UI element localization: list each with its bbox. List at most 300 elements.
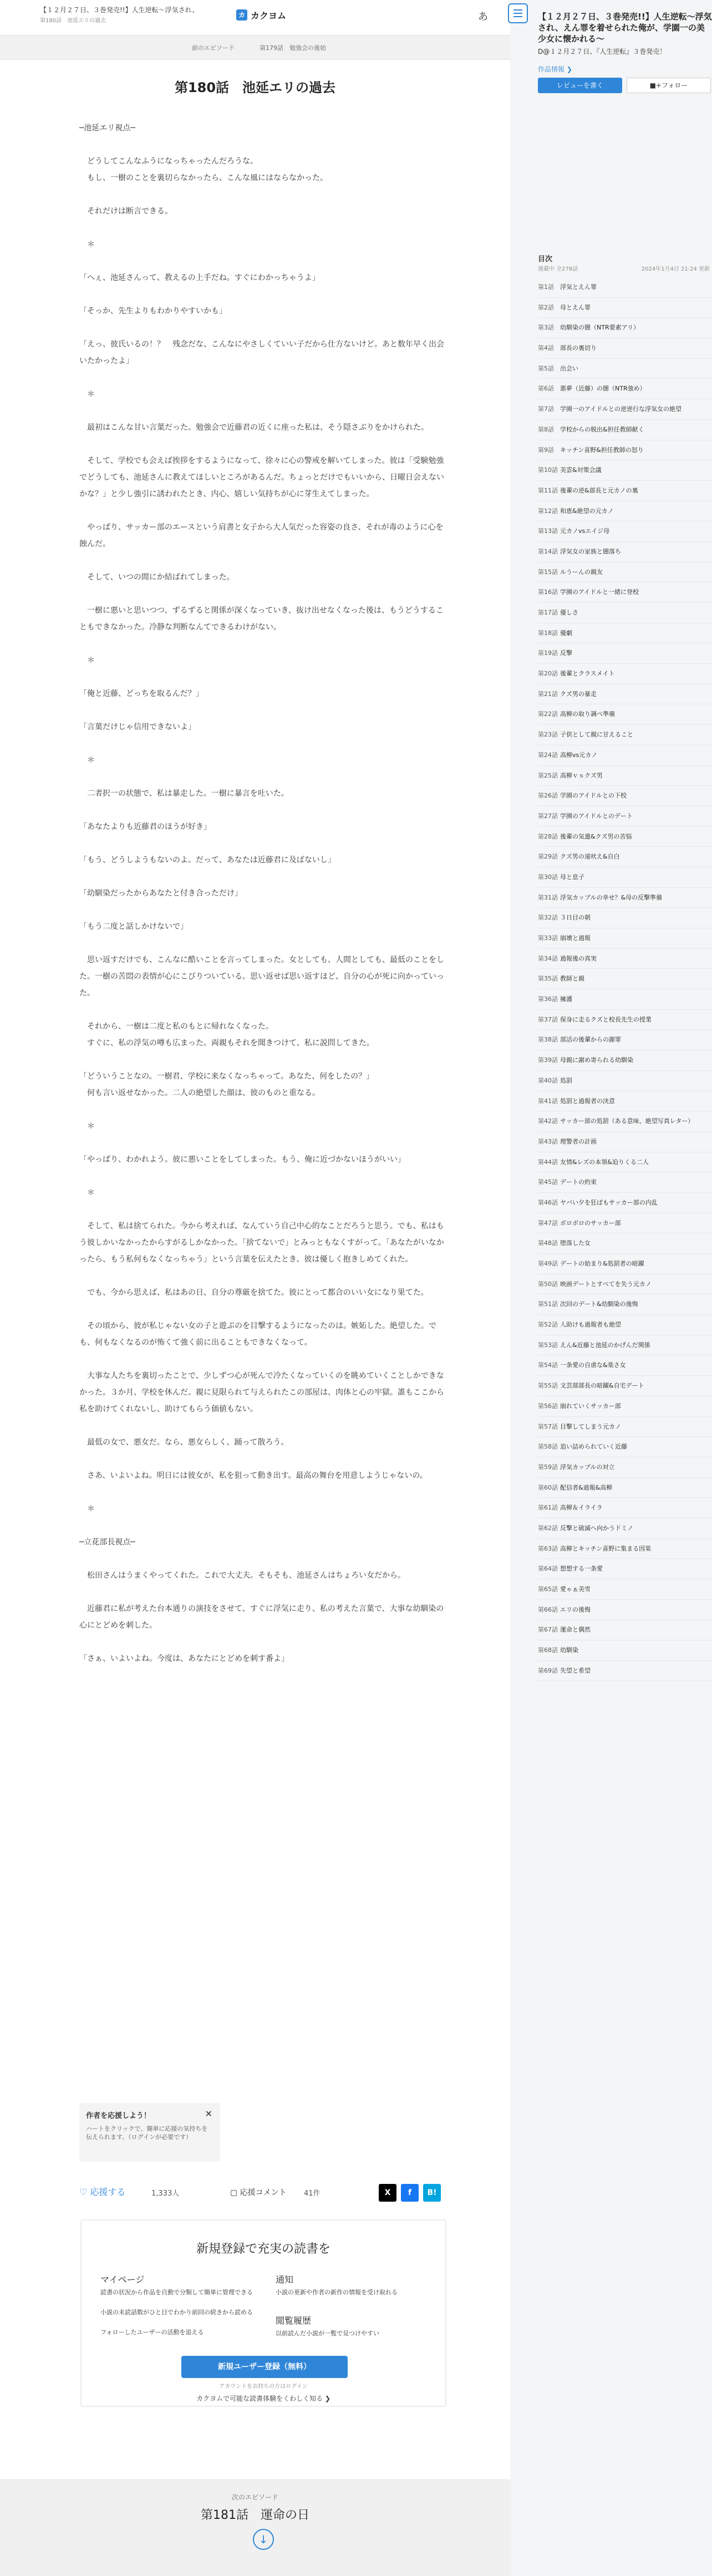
body-paragraph: [79, 1201, 447, 1218]
support-description: ハートをクリックで、簡単に応援の気持ちを伝えられます。（ログインが必要です）: [86, 2125, 208, 2141]
toc-item-title: 高柳ｖｓクズ男: [560, 771, 603, 779]
toc-item-number: 第32話: [538, 914, 558, 922]
toc-item-number: 第51話: [538, 1300, 558, 1308]
toc-item-title: 子供として親に甘えること: [560, 731, 633, 739]
share-x-icon[interactable]: X: [379, 2184, 396, 2202]
toc-item-number: 第62話: [538, 1524, 558, 1532]
toc-item-number: 第68話: [538, 1647, 558, 1654]
font-setting-button[interactable]: あ: [478, 11, 488, 23]
body-paragraph: 「どういうことなの。一樹君、学校に来なくなっちゃって。あなた、何をしたの？」: [79, 1072, 374, 1081]
body-paragraph: [79, 319, 447, 336]
kakuyomu-logo[interactable]: [236, 8, 286, 22]
toc-item-title: デートの約束: [560, 1178, 597, 1186]
mypage-item: 読書の状況から作品を自動で分類して簡単に管理できる: [100, 2289, 253, 2296]
toc-item[interactable]: [538, 1640, 712, 1661]
mypage-item: フォローしたユーザーの活動を追える: [100, 2329, 204, 2336]
toc-item-number: 第40話: [538, 1076, 558, 1084]
toc-item[interactable]: [538, 379, 712, 399]
toc-item[interactable]: [538, 582, 712, 603]
toc-item-title: 運命と偶然: [560, 1626, 591, 1634]
toc-item-title: 後輩とクラスメイト: [560, 670, 615, 678]
next-episode-label: 次のエピソード: [231, 2493, 278, 2501]
menu-icon-line: [513, 16, 522, 17]
toc-item-title: 配信者&過報&高柳: [560, 1483, 613, 1491]
toc-item-title: 後輩の逆&部長と元カノの裏: [560, 486, 638, 494]
toc-item-title: 部長の裏切り: [560, 344, 597, 352]
toc-item-number: 第30話: [538, 873, 558, 881]
toc-item-number: 第24話: [538, 751, 558, 759]
body-paragraph: [79, 1051, 447, 1068]
toc-count: 連載中 全278話: [538, 266, 578, 272]
signup-button[interactable]: 新規ユーザー登録（無料）: [181, 2356, 348, 2378]
body-paragraph: やっぱり、サッカー部のエースという肩書と女子から大人気だった容姿の良さ、それが毒のように心を蝕んだ。: [79, 523, 444, 548]
toc-item-number: 第60話: [538, 1483, 558, 1491]
toc-item[interactable]: [538, 664, 712, 684]
toc-item-title: 目撃してしまう元カノ: [560, 1422, 621, 1430]
toc-item-title: クズ男の遠吠え&自白: [560, 853, 620, 861]
toc-item[interactable]: [538, 1071, 712, 1091]
toc-item-title: えん&近藤と池延のかげんだ関係: [560, 1341, 650, 1349]
toc-item-title: 浮気女の家族と闇落ち: [560, 547, 621, 555]
body-paragraph: [79, 436, 447, 453]
body-paragraph: 大事な人たちを裏切ったことで、少しずつ心が死んで冷たくなっていくのを眺めていくことしかできなかった。３か月、学校を休んだ。親に見限られて与えられたこの部屋は、肉体と心の牢獄。誰もここから私を助けてくれないし、助けてもらう価値もない。: [79, 1371, 444, 1414]
toc-item[interactable]: [538, 827, 712, 847]
toc-item[interactable]: [538, 420, 712, 440]
body-paragraph: [79, 552, 447, 569]
toc-item-title: 母親に謝め寄られる幼馴染: [560, 1056, 633, 1064]
toc-item-number: 第35話: [538, 975, 558, 983]
toc-item[interactable]: [538, 1274, 712, 1295]
notification-item: 小説の更新や作者の新作の情報を受け取れる: [276, 2289, 398, 2296]
toc-item-title: 和恵&絶望の元カノ: [560, 507, 614, 515]
toc-item-number: 第23話: [538, 731, 558, 739]
toc-item-title: エリの後悔: [560, 1605, 591, 1613]
body-paragraph: ＊: [79, 390, 95, 399]
toc-item[interactable]: [538, 969, 712, 989]
toc-item-title: 堕落した女: [560, 1239, 591, 1247]
toc-item-title: サッカー部の処罰（ある意味、絶望写真レター）: [560, 1117, 694, 1125]
toc-item-title: キッチン喜野&担任教師の怒り: [560, 446, 644, 454]
toc-item-number: 第16話: [538, 588, 558, 596]
toc-item-number: 第15話: [538, 568, 558, 576]
body-paragraph: [79, 935, 447, 952]
toc-item[interactable]: [538, 1620, 712, 1640]
toc-item[interactable]: [538, 1030, 712, 1050]
menu-icon-line: [513, 13, 522, 14]
body-paragraph: 「さぁ、いよいよね。今度は、あなたにとどめを刺す番よ」: [79, 1654, 289, 1663]
toc-item-number: 第14話: [538, 547, 558, 555]
work-info-link[interactable]: 作品情報 ❯: [538, 65, 572, 73]
toc-item[interactable]: [538, 1152, 712, 1173]
body-paragraph: それから、一樹は二度と私のもとに帰れなくなった。: [79, 1022, 273, 1031]
toc-item[interactable]: [538, 786, 712, 806]
body-paragraph: [79, 835, 447, 852]
toc-item[interactable]: [538, 603, 712, 623]
body-paragraph: 「やっぱり、わかれよう。彼に悪いことをしてしまった。もう、俺に近づかないほうがいい」: [79, 1155, 405, 1164]
body-paragraph: ＊: [79, 1188, 95, 1197]
toc-item-number: 第50話: [538, 1280, 558, 1288]
body-paragraph: [79, 186, 447, 203]
prev-episode-title[interactable]: 第179話 勉強会の後始: [260, 44, 326, 52]
sidebar: [532, 0, 712, 2576]
body-paragraph: でも、今から思えば、私はあの日、自分の尊厳を捨てた。彼にとって都合のいい女になり果てた。: [79, 1288, 429, 1297]
toc-item-title: デートの始まり&処罰者の暗躍: [560, 1260, 644, 1267]
toc-item-number: 第17話: [538, 609, 558, 616]
heart-button[interactable]: ♡ 応援する: [79, 2187, 126, 2197]
toc-item-number: 第39話: [538, 1056, 558, 1064]
toc-item-number: 第20話: [538, 670, 558, 678]
comment-count[interactable]: 41件: [304, 2189, 321, 2198]
toc-item-title: 学園一のアイドルとの逆逆行な浮気女の絶望: [560, 405, 682, 413]
toc-item[interactable]: [538, 1172, 712, 1193]
toc-item-title: 教師と親: [560, 975, 584, 983]
toc-item-number: 第2話: [538, 303, 554, 311]
toc-item-title: 浮気とえん罪: [560, 283, 597, 291]
toc-item[interactable]: [538, 298, 712, 318]
toc-item[interactable]: [538, 1233, 712, 1254]
action-row: [79, 2182, 447, 2204]
toc-item-title: 後輩の気遣&クズ男の苦悩: [560, 832, 632, 840]
body-paragraph: 何も言い返せなかった。二人の絶望した顔は、彼のものと重なる。: [79, 1089, 320, 1098]
toc-item-number: 第25話: [538, 771, 558, 779]
support-author-box: [79, 2103, 220, 2162]
body-paragraph: 二者択一の状態で、私は暴走した。一樹に暴言を吐いた。: [79, 789, 289, 798]
toc-item-title: 想想する一条愛: [560, 1565, 603, 1573]
toc-item-title: 過報後の真実: [560, 954, 597, 962]
toc-item-number: 第22話: [538, 710, 558, 718]
toc-item[interactable]: [538, 1315, 712, 1335]
toc-item[interactable]: [538, 501, 712, 522]
work-title-link[interactable]: 【１２月２７日、３巻発売!!】人生逆転～浮気され、: [40, 6, 199, 14]
toc-item-title: 美雲&対策会議: [560, 466, 602, 474]
toc-item[interactable]: [538, 1050, 712, 1071]
toc-item-number: 第33話: [538, 934, 558, 942]
notification-heading: 通知: [276, 2274, 294, 2285]
toc-item[interactable]: [538, 766, 712, 786]
toc-item-title: 友情&レズの本領&迫りくる二人: [560, 1158, 649, 1166]
toc-item-title: 崩れていくサッカー部: [560, 1402, 621, 1410]
review-button[interactable]: レビューを書く: [538, 78, 622, 93]
toc-item-number: 第59話: [538, 1463, 558, 1471]
toc-item[interactable]: [538, 1559, 712, 1579]
toc-item-title: 学園のアイドルと一緒に登校: [560, 588, 639, 596]
toc-item[interactable]: [538, 562, 712, 583]
toc-item-number: 第55話: [538, 1382, 558, 1390]
toc-item[interactable]: [538, 643, 712, 664]
body-paragraph: ＊: [79, 756, 95, 765]
mypage-heading: マイページ: [100, 2274, 145, 2285]
toc-item-number: 第67話: [538, 1626, 558, 1634]
toc-item-number: 第44話: [538, 1158, 558, 1166]
toc-item[interactable]: [538, 684, 712, 705]
toc-item-title: 高柳＆イライラ: [560, 1504, 603, 1512]
toc-item-title: 高柳とキッチン喜野に集まる因果: [560, 1544, 652, 1552]
next-episode-title[interactable]: 第181話 運命の日: [201, 2508, 309, 2522]
toc-item[interactable]: [538, 1417, 712, 1437]
body-paragraph: [79, 369, 447, 386]
toc-item[interactable]: [538, 908, 712, 928]
learn-more-link[interactable]: カクヨムで可能な読書体験をくわしく知る ❯: [196, 2395, 330, 2402]
sidebar-work-title[interactable]: 【１２月２７日、３巻発売!!】人生逆転～浮気され、えん罪を着せられた俺が、学園一の美少女に懐かれる～: [538, 12, 712, 44]
toc-item-title: 崩壊と過報: [560, 934, 591, 942]
toc-item-title: 保身に走るクズと校長先生の授業: [560, 1015, 652, 1023]
toc-item[interactable]: [538, 1579, 712, 1600]
body-paragraph: [79, 1517, 447, 1534]
body-paragraph: 最初はこんな甘い言葉だった。勉強会で近藤君の近くに座った私は、そう隠さぶりをかけられた。: [79, 423, 429, 432]
body-paragraph: [79, 1584, 447, 1601]
toc-item-title: 文芸部部長の暗躍&自宅デート: [560, 1382, 644, 1390]
body-paragraph: [79, 220, 447, 236]
toc-list: [538, 277, 712, 1681]
toc-item[interactable]: [538, 1132, 712, 1152]
history-heading: 閲覧履歴: [276, 2315, 312, 2326]
toc-meta: [538, 264, 710, 272]
toc-item[interactable]: [538, 1457, 712, 1478]
toc-item[interactable]: [538, 1600, 712, 1620]
episode-title: 第180話 池延エリの過去: [174, 80, 336, 95]
toc-item-number: 第10話: [538, 466, 558, 474]
toc-item-title: ３日目の朝: [560, 914, 591, 922]
toc-item[interactable]: [538, 928, 712, 949]
toc-item[interactable]: [538, 725, 712, 745]
share-facebook-icon[interactable]: f: [401, 2184, 419, 2202]
toc-item[interactable]: [538, 318, 712, 338]
body-paragraph: [79, 253, 447, 270]
body-paragraph: [79, 802, 447, 819]
body-paragraph: もし、一樹のことを裏切らなかったら、こんな風にはならなかった。: [79, 174, 328, 182]
body-paragraph: [79, 636, 447, 652]
toc-item-title: ルうーんの親友: [560, 568, 603, 576]
toc-item-number: 第29話: [538, 853, 558, 861]
toc-item[interactable]: [538, 440, 712, 461]
toc-item-title: 反撃と破滅へ向かうドミノ: [560, 1524, 633, 1532]
share-hatena-icon[interactable]: B!: [423, 2184, 441, 2202]
toc-item[interactable]: [538, 399, 712, 420]
mypage-item: 小説の未読話数がひと目でわかり前回の続きから読める: [100, 2309, 253, 2316]
logo-text: カクヨム: [251, 10, 287, 21]
toc-item-number: 第9話: [538, 446, 554, 454]
toc-item-title: 映画デートとすべてを失う元カノ: [560, 1280, 652, 1288]
toc-item[interactable]: [538, 847, 712, 867]
body-paragraph: [79, 1135, 447, 1151]
toc-item[interactable]: [538, 989, 712, 1010]
reader-pane: [0, 60, 510, 2517]
body-paragraph: [79, 1168, 447, 1185]
signup-title: 新規登録で充実の読書を: [196, 2242, 330, 2256]
episode-body: [79, 120, 447, 1667]
arrow-down-icon[interactable]: ↓: [253, 2529, 274, 2550]
logo-icon: カ: [236, 9, 247, 21]
toc-item-number: 第31話: [538, 893, 558, 901]
signup-panel: [80, 2219, 446, 2407]
body-paragraph: 「あなたよりも近藤君のほうが好き」: [79, 822, 211, 831]
toc-item[interactable]: [538, 1437, 712, 1457]
toc-item[interactable]: [538, 704, 712, 725]
toc-item-title: 部活の後輩からの謝罪: [560, 1036, 621, 1044]
toc-item-number: 第3話: [538, 324, 554, 332]
toc-item[interactable]: [538, 1335, 712, 1356]
toc-item-number: 第8話: [538, 425, 554, 433]
toc-item-title: 学園のアイドルとのデート: [560, 812, 633, 820]
body-paragraph: 「言葉だけじゃ信用できないよ」: [79, 723, 196, 731]
toc-item-number: 第13話: [538, 527, 558, 535]
toc-item[interactable]: [538, 1539, 712, 1559]
toc-item[interactable]: [538, 1091, 712, 1112]
toc-item[interactable]: [538, 888, 712, 908]
top-bar: [0, 0, 510, 35]
toc-item-number: 第7話: [538, 405, 554, 413]
body-paragraph: それだけは断言できる。: [79, 207, 172, 216]
body-paragraph: [79, 1351, 447, 1368]
toc-item-number: 第26話: [538, 792, 558, 800]
body-paragraph: 近藤君に私が考えた台本通りの演技をさせて、すぐに浮気に走り、私の考えた言葉で、大事な幼馴染の心にとどめを刺した。: [79, 1604, 444, 1630]
body-paragraph: ─池延エリ視点─: [79, 124, 135, 133]
toc-item[interactable]: [538, 1518, 712, 1539]
toc-item-number: 第37話: [538, 1015, 558, 1023]
toc-item[interactable]: [538, 460, 712, 481]
body-paragraph: [79, 702, 447, 719]
body-paragraph: ＊: [79, 656, 95, 665]
prev-episode-link[interactable]: 前のエピソード: [192, 44, 235, 52]
toc-item-number: 第19話: [538, 649, 558, 657]
body-paragraph: ＊: [79, 1505, 95, 1513]
toc-item[interactable]: [538, 481, 712, 501]
body-paragraph: [79, 1002, 447, 1018]
follow-button[interactable]: ■+フォロー: [627, 78, 711, 93]
toc-item[interactable]: [538, 1478, 712, 1498]
toc-item[interactable]: [538, 1111, 712, 1132]
toc-item-title: 理警者の計画: [560, 1137, 597, 1145]
toc-item[interactable]: [538, 338, 712, 359]
toc-item-number: 第28話: [538, 832, 558, 840]
body-paragraph: [79, 586, 447, 602]
body-paragraph: 思い返すだけでも、こんなに酷いことを言ってしまった。女としても、人間としても、最低のことをした。一樹の苦悶の表情が心にこびりついている。思い返せば思い返すほど、自分の心が死に向かっていった。: [79, 956, 444, 998]
body-paragraph: [79, 1484, 447, 1501]
body-paragraph: 「もう二度と話しかけないで」: [79, 922, 188, 931]
comment-button[interactable]: ▢ 応援コメント: [230, 2188, 287, 2197]
toc-item-title: 追い詰められていく近藤: [560, 1443, 627, 1451]
body-paragraph: [79, 1417, 447, 1434]
toc-item[interactable]: [538, 359, 712, 379]
toc-item[interactable]: [538, 1498, 712, 1518]
toc-item-title: 高柳vs元カノ: [560, 751, 598, 759]
toc-item[interactable]: [538, 1355, 712, 1376]
toc-item-number: 第57話: [538, 1422, 558, 1430]
toc-item-number: 第47話: [538, 1219, 558, 1227]
toc-item[interactable]: [538, 806, 712, 827]
body-paragraph: [79, 1551, 447, 1567]
toc-item-number: 第1話: [538, 283, 554, 291]
body-paragraph: 「俺と近藤、どっちを取るんだ？」: [79, 689, 204, 698]
toc-item[interactable]: [538, 867, 712, 888]
toc-item-number: 第45話: [538, 1178, 558, 1186]
body-paragraph: 「へぇ、池延さんって、教えるの上手だね。すぐにわかっちゃうよ」: [79, 273, 320, 282]
body-paragraph: 「えっ、彼氏いるの！？ 残念だな、こんなにやさしくていい子だから仕方ないけど。あと数年早く出会いたかったよ」: [79, 340, 444, 365]
body-paragraph: [79, 286, 447, 303]
toc-item[interactable]: [538, 1010, 712, 1030]
toc-item-number: 第69話: [538, 1666, 558, 1674]
body-paragraph: [79, 1451, 447, 1467]
toc-item-number: 第6話: [538, 385, 554, 393]
body-paragraph: 最低の女で、悪女だ。なら、悪女らしく、踊って散ろう。: [79, 1438, 289, 1447]
toc-item-title: クズ男の暴走: [560, 690, 597, 698]
toc-heading: 目次: [538, 255, 553, 263]
toc-item-title: 幼馴染の闇（NTR要素アリ）: [560, 324, 640, 332]
body-paragraph: 「幼馴染だったからあなたと付き合っただけ」: [79, 889, 242, 898]
toc-item[interactable]: [538, 1661, 712, 1681]
toc-item[interactable]: [538, 745, 712, 766]
toc-item[interactable]: [538, 277, 712, 298]
body-paragraph: [79, 1634, 447, 1650]
toc-item-title: 人助けも過報者も絶望: [560, 1321, 621, 1329]
toc-item[interactable]: [538, 1396, 712, 1417]
heart-count[interactable]: 1,333人: [151, 2189, 180, 2198]
toc-item[interactable]: [538, 1254, 712, 1274]
toc-menu-button[interactable]: [508, 3, 528, 23]
toc-item-number: 第27話: [538, 812, 558, 820]
toc-item-number: 第5話: [538, 364, 554, 372]
toc-item-number: 第21話: [538, 690, 558, 698]
body-paragraph: [79, 669, 447, 685]
toc-item-number: 第56話: [538, 1402, 558, 1410]
body-paragraph: [79, 1101, 447, 1118]
body-paragraph: [79, 735, 447, 752]
toc-item-number: 第12話: [538, 507, 558, 515]
toc-item[interactable]: [538, 1376, 712, 1396]
toc-item[interactable]: [538, 623, 712, 644]
toc-item-number: 第4話: [538, 344, 554, 352]
toc-item-number: 第54話: [538, 1361, 558, 1369]
toc-item-number: 第38話: [538, 1036, 558, 1044]
toc-item-title: 愛ゃぁ美雪: [560, 1586, 591, 1593]
toc-item-title: 学校からの脱出&担任教師献く: [560, 425, 644, 433]
toc-item-number: 第36話: [538, 995, 558, 1003]
toc-item-number: 第41話: [538, 1097, 558, 1105]
body-paragraph: [79, 769, 447, 785]
toc-item-number: 第18話: [538, 629, 558, 637]
toc-item-title: 処罰: [560, 1076, 572, 1084]
toc-item-number: 第64話: [538, 1565, 558, 1573]
history-item: 以前読んだ小説が一覧で見つけやすい: [276, 2330, 379, 2337]
support-title: 作者を応援しよう！: [86, 2112, 151, 2120]
toc-item-number: 第61話: [538, 1504, 558, 1512]
toc-item-title: 処罰と過報者の決意: [560, 1097, 615, 1105]
toc-item-number: 第58話: [538, 1443, 558, 1451]
sidebar-author[interactable]: D@１２月２７日、『人生逆転』３巻発売！: [538, 48, 667, 55]
toc-item[interactable]: [538, 1294, 712, 1315]
body-paragraph: ＊: [79, 240, 95, 249]
toc-item-number: 第42話: [538, 1117, 558, 1125]
toc-item-title: 高柳の取り調べ準備: [560, 710, 615, 718]
toc-item-title: 一条愛の自虐な&楽さ女: [560, 1361, 626, 1369]
toc-item-title: 反撃: [560, 649, 572, 657]
toc-item[interactable]: [538, 542, 712, 562]
toc-item[interactable]: [538, 521, 712, 542]
body-paragraph: [79, 1268, 447, 1284]
toc-item[interactable]: [538, 1213, 712, 1234]
toc-item-number: 第48話: [538, 1239, 558, 1247]
toc-item-title: 優しさ: [560, 609, 578, 616]
body-paragraph: そして、いつの間にか結ばれてしまった。: [79, 573, 235, 582]
toc-item[interactable]: [538, 1193, 712, 1213]
toc-item-title: 母とえん罪: [560, 303, 591, 311]
toc-item-title: 浮気カップルの対立: [560, 1463, 615, 1471]
toc-item[interactable]: [538, 949, 712, 969]
login-link[interactable]: アカウントをお持ちの方はログイン: [219, 2384, 308, 2390]
close-icon[interactable]: ✕: [205, 2108, 212, 2119]
body-paragraph: そして、学校でも会えば挨拶をするようになって、徐々に心の警戒を解いてしまった。彼は「受験勉強でどうしても、池延さんに教えてほしいところがあるんだ。ちょっとだけでもいいから、日曜日会えないかな？」と少し強引に誘われたとき、内心、嬉しい気持ちが心に芽生えてしまった。: [79, 456, 444, 499]
body-paragraph: 松田さんはうまくやってくれた。これで大丈夫。そもそも、池延さんはちょろい女だから。: [79, 1571, 405, 1580]
